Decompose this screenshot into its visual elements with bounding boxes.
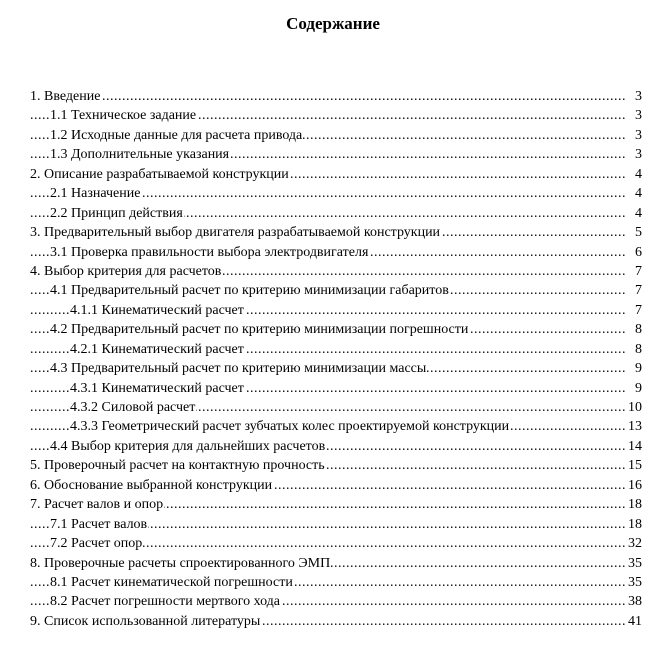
toc-entry-label: 7.1 Расчет валов: [50, 516, 148, 532]
toc-entry-label: 5. Проверочный расчет на контактную прочность: [30, 458, 325, 474]
toc-entry[interactable]: [30, 145, 642, 164]
toc-entry[interactable]: [30, 281, 642, 300]
toc-entry-label: 7. Расчет валов и опор: [30, 497, 164, 513]
toc-entry[interactable]: [30, 592, 642, 611]
toc-entry[interactable]: [30, 612, 642, 631]
toc-entry-page-number: 16: [626, 476, 642, 495]
toc-entry-page-number: 4: [626, 165, 642, 184]
toc-entry-page-number: 3: [626, 145, 642, 164]
toc-entry[interactable]: [30, 534, 642, 553]
toc-entry[interactable]: [30, 301, 642, 320]
toc-entry-label: 4. Выбор критерия для расчетов: [30, 263, 222, 279]
toc-entry-label: 8. Проверочные расчеты спроектированного ЭМП: [30, 555, 331, 571]
toc-entry-label: 3. Предварительный выбор двигателя разрабатываемой конструкции: [30, 225, 441, 241]
toc-entry-page-number: 13: [626, 417, 642, 436]
toc-entry[interactable]: [30, 223, 642, 242]
toc-entry[interactable]: [30, 398, 642, 417]
toc-entry-page-number: 7: [626, 262, 642, 281]
toc-entry-page-number: 32: [626, 534, 642, 553]
toc-entry-page-number: 18: [626, 495, 642, 514]
toc-entry[interactable]: [30, 515, 642, 534]
toc-entry-page-number: 41: [626, 612, 642, 631]
toc-entry-page-number: 5: [626, 223, 642, 242]
toc-entry[interactable]: [30, 476, 642, 495]
toc-entry-label: 8.2 Расчет погрешности мертвого хода: [50, 594, 281, 610]
toc-entry-page-number: 7: [626, 281, 642, 300]
toc-entry-page-number: 38: [626, 592, 642, 611]
toc-entry-label: 4.3.1 Кинематический расчет: [70, 380, 244, 396]
toc-entry-page-number: 14: [626, 437, 642, 456]
toc-entry-label: 4.2 Предварительный расчет по критерию минимизации погрешности: [50, 322, 469, 338]
toc-entry-label: 4.3.3 Геометрический расчет зубчатых колес проектируемой конструкции: [70, 419, 510, 435]
toc-entry-page-number: 4: [626, 184, 642, 203]
toc-entry-page-number: 4: [626, 204, 642, 223]
toc-entry-page-number: 10: [626, 398, 642, 417]
toc-entry-label: 2. Описание разрабатываемой конструкции: [30, 166, 289, 182]
toc-entry-page-number: 35: [626, 554, 642, 573]
toc-entry-page-number: 8: [626, 340, 642, 359]
toc-entry-label: 2.1 Назначение: [50, 186, 141, 202]
toc-entry-label: 4.2.1 Кинематический расчет: [70, 341, 244, 357]
toc-entry[interactable]: [30, 359, 642, 378]
page-title: Содержание: [286, 14, 380, 33]
toc-entry-label: 1. Введение: [30, 89, 101, 104]
toc-entry-page-number: 35: [626, 573, 642, 592]
toc-entry-label: 1.3 Дополнительные указания: [50, 147, 230, 163]
toc-entry[interactable]: [30, 262, 642, 281]
toc-entry[interactable]: [30, 243, 642, 262]
toc-entry[interactable]: [30, 437, 642, 456]
toc-entry-page-number: 3: [626, 87, 642, 106]
toc-entry-label: 1.2 Исходные данные для расчета привода: [50, 127, 303, 143]
toc-entry-label: 2.2 Принцип действия: [50, 205, 183, 221]
toc-entry-page-number: 6: [626, 243, 642, 262]
toc-entry[interactable]: [30, 204, 642, 223]
toc-entry-label: 1.1 Техническое задание: [50, 108, 197, 124]
toc-entry-page-number: 15: [626, 456, 642, 475]
toc-entry[interactable]: [30, 573, 642, 592]
toc-entry[interactable]: [30, 340, 642, 359]
toc-entry-page-number: 7: [626, 301, 642, 320]
toc-entry-label: 4.3.2 Силовой расчет: [70, 400, 196, 415]
toc-entry-page-number: 3: [626, 126, 642, 145]
toc-entry[interactable]: [30, 417, 642, 436]
toc-entry-label: 9. Список использованной литературы: [30, 613, 261, 629]
toc-entry-page-number: 9: [626, 359, 642, 378]
toc-entry-label: 7.2 Расчет опор: [50, 536, 143, 552]
toc-entry[interactable]: [30, 456, 642, 475]
toc-entry-page-number: 3: [626, 106, 642, 125]
table-of-contents: [30, 87, 642, 631]
toc-entry[interactable]: [30, 106, 642, 125]
toc-entry-label: 4.1.1 Кинематический расчет: [70, 302, 244, 318]
toc-entry[interactable]: [30, 320, 642, 339]
toc-entry-page-number: 18: [626, 515, 642, 534]
toc-entry[interactable]: [30, 165, 642, 184]
toc-entry-label: 8.1 Расчет кинематической погрешности: [50, 574, 293, 590]
toc-entry[interactable]: [30, 126, 642, 145]
toc-entry[interactable]: [30, 554, 642, 573]
toc-entry[interactable]: [30, 379, 642, 398]
toc-entry[interactable]: [30, 184, 642, 203]
toc-entry-label: 4.3 Предварительный расчет по критерию минимизации массы: [50, 361, 427, 377]
toc-entry[interactable]: [30, 495, 642, 514]
toc-entry-label: 4.4 Выбор критерия для дальнейших расчетов: [50, 438, 326, 454]
toc-entry-page-number: 8: [626, 320, 642, 339]
toc-entry-label: 4.1 Предварительный расчет по критерию минимизации габаритов: [50, 283, 449, 299]
toc-entry-page-number: 9: [626, 379, 642, 398]
toc-entry-label: 3.1 Проверка правильности выбора электродвигателя: [50, 244, 369, 260]
toc-entry[interactable]: [30, 87, 642, 106]
toc-entry-label: 6. Обоснование выбранной конструкции: [30, 477, 273, 493]
